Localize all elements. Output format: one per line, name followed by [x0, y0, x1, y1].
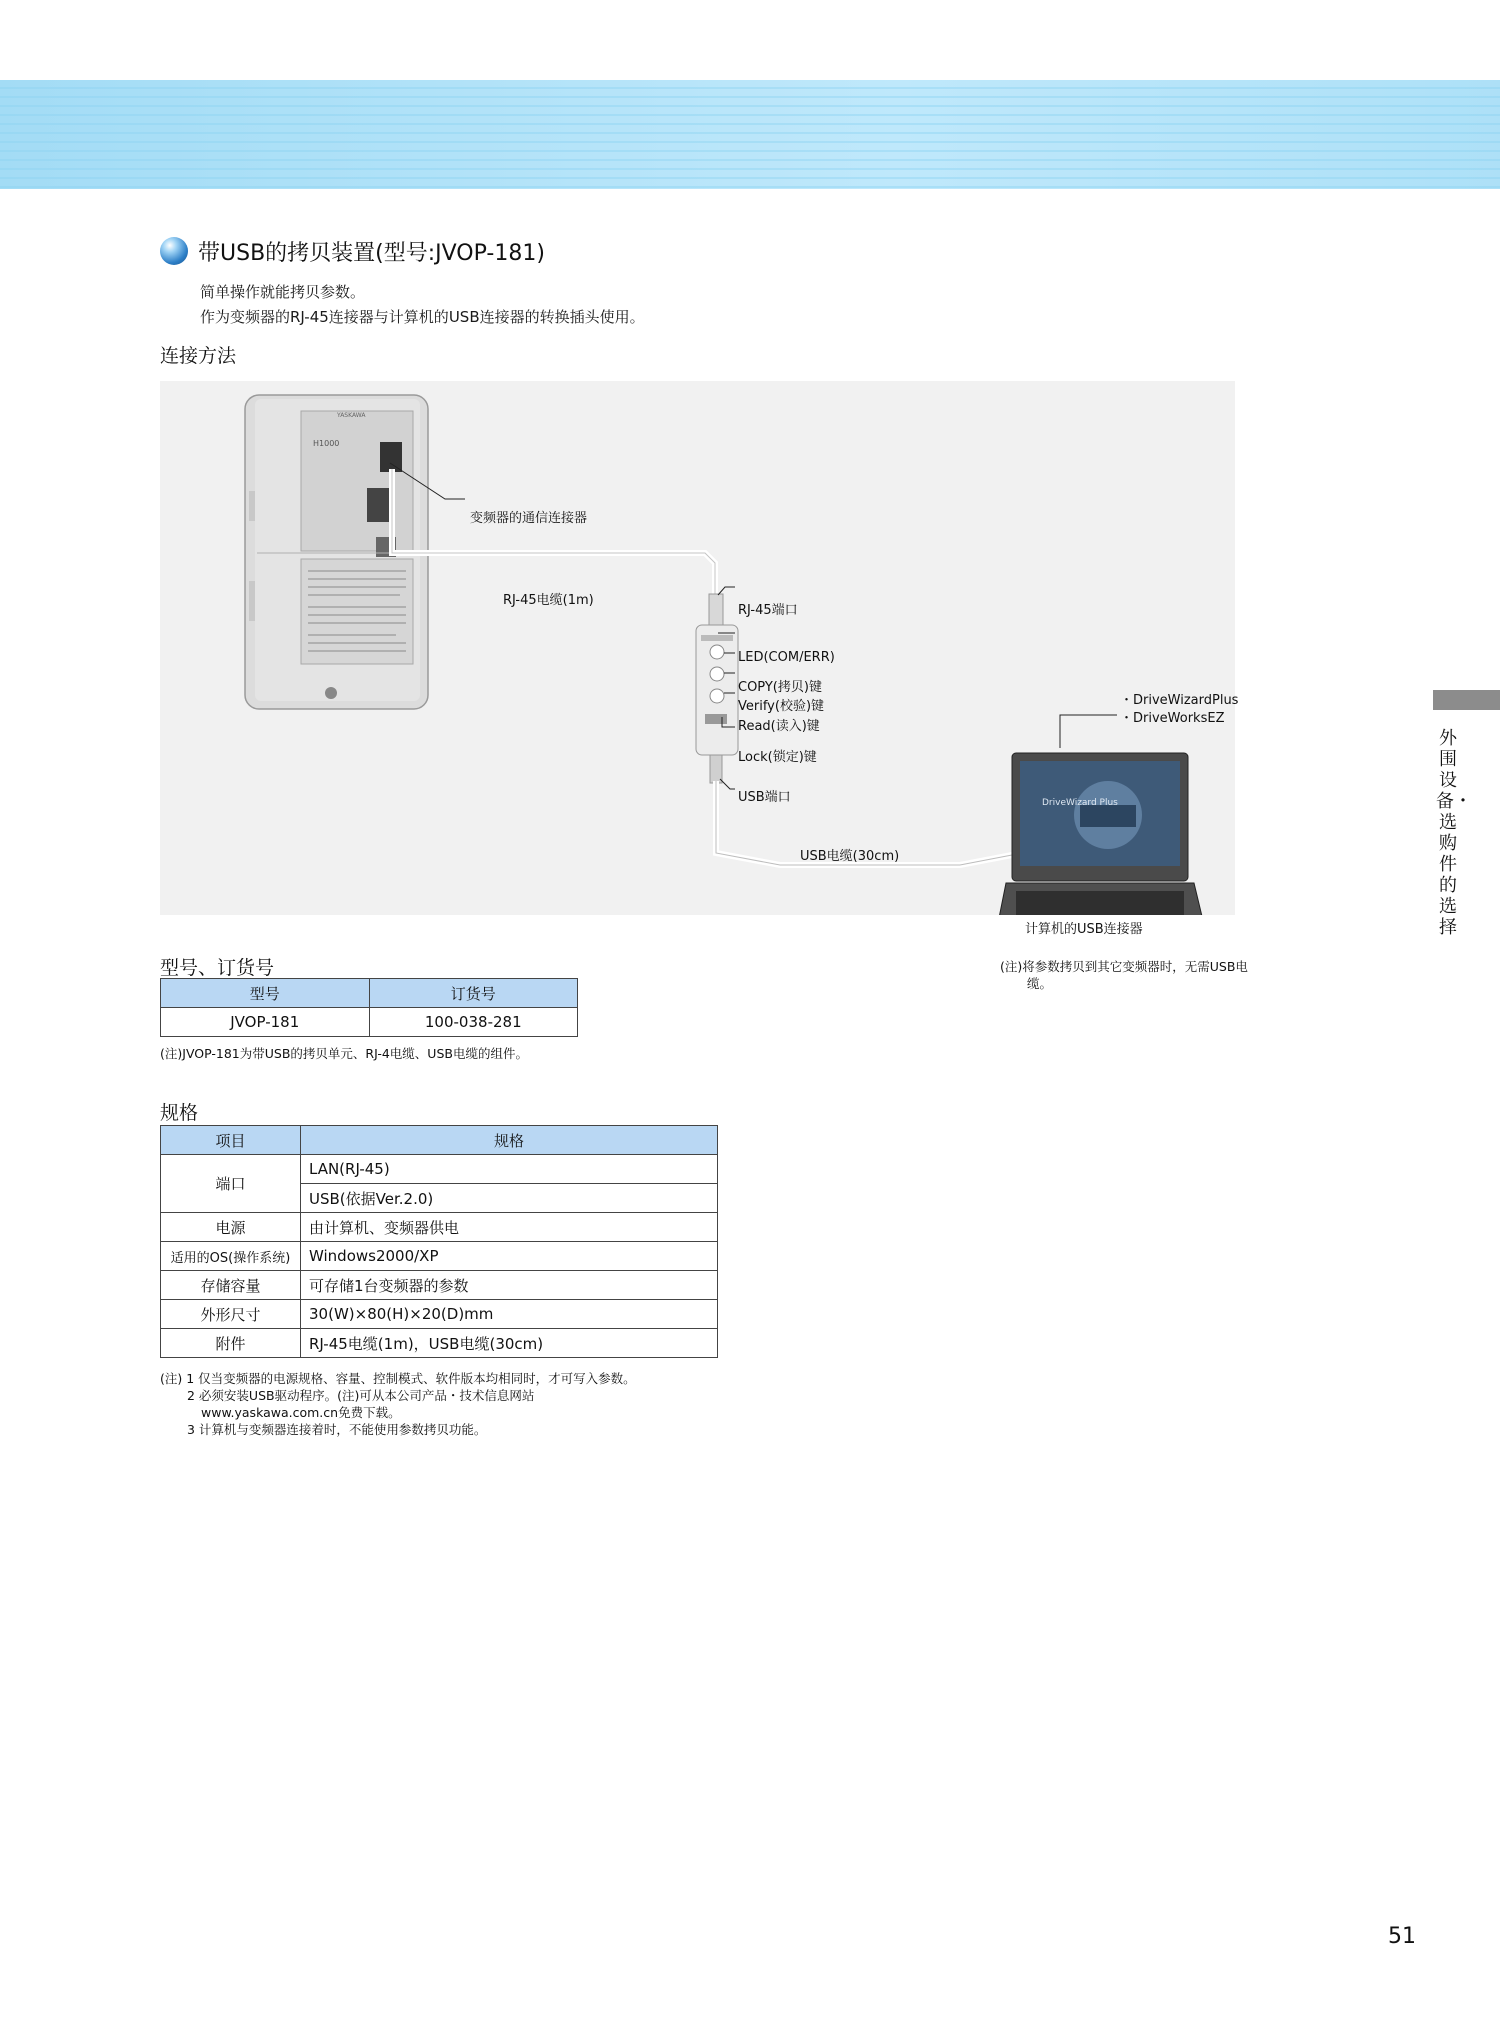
model-table-note: (注)JVOP-181为带USB的拷贝单元、RJ-4电缆、USB电缆的组件。 — [160, 1046, 528, 1061]
callout-usb-cable: USB电缆(30cm) — [800, 849, 900, 864]
spec-value-cell: 30(W)×80(H)×20(D)mm — [301, 1300, 718, 1329]
spec-value-cell: 由计算机、变频器供电 — [301, 1213, 718, 1242]
callout-copy-key: COPY(拷贝)键 — [738, 680, 822, 695]
spec-note-2: 2 必须安装USB驱动程序。(注)可从本公司产品・技术信息网站 — [187, 1388, 535, 1403]
table-row — [161, 1155, 718, 1184]
side-tab-label: 外围设备・选购件的选择 — [1436, 728, 1472, 938]
model-header-model: 型号 — [161, 979, 370, 1008]
model-header-order: 订货号 — [369, 979, 578, 1008]
header-banner — [0, 80, 1500, 189]
spec-item-cell: 电源 — [161, 1213, 301, 1242]
spec-value-cell: LAN(RJ-45) — [301, 1155, 718, 1184]
callout-lock-key: Lock(锁定)键 — [738, 750, 817, 765]
inverter-model: H1000 — [313, 439, 340, 448]
spec-table-header-row — [161, 1126, 718, 1155]
spec-value-cell: USB(依据Ver.2.0) — [301, 1184, 718, 1213]
callout-rj45-cable: RJ-45电缆(1m) — [503, 593, 594, 608]
spec-note-3: 3 计算机与变频器连接着时，不能使用参数拷贝功能。 — [187, 1422, 487, 1437]
spec-table — [160, 1125, 718, 1358]
callout-comm-connector: 变频器的通信连接器 — [470, 511, 588, 526]
spec-header-item: 项目 — [161, 1126, 301, 1155]
table-row — [161, 1242, 718, 1271]
spec-note-1: (注) 1 仅当变频器的电源规格、容量、控制模式、软件版本均相同时，才可写入参数。 — [160, 1371, 636, 1386]
order-cell: 100-038-281 — [369, 1008, 578, 1037]
spec-table-heading: 规格 — [160, 1102, 199, 1124]
callout-pc-usb: 计算机的USB连接器 — [1025, 922, 1143, 937]
connection-diagram — [160, 381, 1239, 915]
callout-read-key: Read(读入)键 — [738, 719, 820, 734]
intro-text — [200, 280, 645, 330]
model-table-heading: 型号、订货号 — [160, 957, 275, 979]
model-table-header-row — [161, 979, 578, 1008]
callout-software-1: ・DriveWizardPlus — [1120, 693, 1239, 708]
callout-verify-key: Verify(校验)键 — [738, 699, 825, 714]
spec-note-2-url: www.yaskawa.com.cn免费下载。 — [201, 1405, 401, 1420]
connection-note — [1000, 958, 1300, 992]
callout-led: LED(COM/ERR) — [738, 650, 835, 665]
spec-value-cell: Windows2000/XP — [301, 1242, 718, 1271]
spec-value-cell: RJ-45电缆(1m)，USB电缆(30cm) — [301, 1329, 718, 1358]
connection-heading: 连接方法 — [160, 345, 237, 367]
page-number: 51 — [1388, 1924, 1416, 1949]
spec-header-spec: 规格 — [301, 1126, 718, 1155]
side-tab-bar — [1433, 690, 1500, 710]
connection-note-line-1: (注)将参数拷贝到其它变频器时，无需USB电 — [1000, 959, 1248, 974]
inverter-brand: YASKAWA — [337, 412, 366, 419]
callout-usb-port: USB端口 — [738, 790, 791, 805]
table-row — [161, 1271, 718, 1300]
spec-item-cell: 附件 — [161, 1329, 301, 1358]
table-row — [161, 1329, 718, 1358]
spec-notes — [160, 1370, 636, 1438]
table-row — [161, 1008, 578, 1037]
spec-item-cell: 端口 — [161, 1155, 301, 1213]
diagram-illustration — [160, 381, 1235, 915]
intro-line-2: 作为变频器的RJ-45连接器与计算机的USB连接器的转换插头使用。 — [200, 308, 645, 326]
connection-note-line-2: 缆。 — [1027, 976, 1053, 991]
spec-value-cell: 可存储1台变频器的参数 — [301, 1271, 718, 1300]
spec-item-cell: 适用的OS(操作系统) — [161, 1242, 301, 1271]
table-row — [161, 1300, 718, 1329]
callout-rj45-port: RJ-45端口 — [738, 603, 798, 618]
laptop-screen-text: DriveWizard Plus — [1042, 798, 1118, 808]
spec-item-cell: 外形尺寸 — [161, 1300, 301, 1329]
spec-item-cell: 存储容量 — [161, 1271, 301, 1300]
intro-line-1: 简单操作就能拷贝参数。 — [200, 283, 366, 301]
section-heading — [160, 235, 545, 267]
model-cell: JVOP-181 — [161, 1008, 370, 1037]
table-row — [161, 1213, 718, 1242]
section-title: 带USB的拷贝装置(型号:JVOP-181) — [198, 240, 545, 266]
model-table — [160, 978, 578, 1037]
callout-software-2: ・DriveWorksEZ — [1120, 711, 1225, 726]
bullet-icon — [160, 237, 188, 265]
